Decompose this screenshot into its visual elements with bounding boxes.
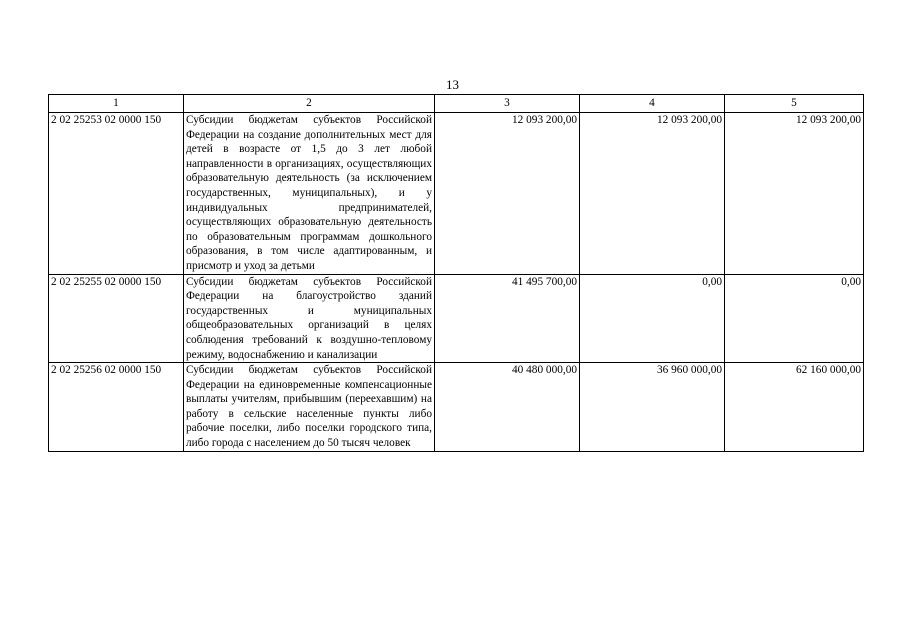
column-header-2: 2 [184, 95, 435, 113]
subsidy-description: Субсидии бюджетам субъектов Российской Федерации на создание дополнительных мест для детей в возрасте от 1,5 до 3 лет любой направленности в организациях, осуществляющих образовательную деятельность (за исключением государственных, муниципальных), и у индивидуальных предпринимателей, осуществляющих образовательную деятельность по образовательным программам дошкольного образования, в том числе адаптированным, и присмотр и уход за детьми [184, 113, 435, 275]
subsidy-description: Субсидии бюджетам субъектов Российской Федерации на единовременные компенсационные выплаты учителям, прибывшим (переехавшим) на работу в сельские населенные пункты либо рабочие поселки, либо поселки городского типа, либо города с населением до 50 тысяч человек [184, 363, 435, 452]
header-row [49, 95, 864, 113]
budget-code: 2 02 25256 02 0000 150 [49, 363, 184, 452]
amount-col-4: 36 960 000,00 [580, 363, 725, 452]
column-header-4: 4 [580, 95, 725, 113]
page-number: 13 [446, 77, 459, 92]
column-header-3: 3 [435, 95, 580, 113]
amount-col-3: 41 495 700,00 [435, 274, 580, 363]
amount-col-3: 40 480 000,00 [435, 363, 580, 452]
amount-col-3: 12 093 200,00 [435, 113, 580, 275]
table-row [49, 113, 864, 275]
budget-table [48, 94, 864, 452]
table-body [49, 113, 864, 452]
amount-col-5: 62 160 000,00 [725, 363, 864, 452]
amount-col-5: 0,00 [725, 274, 864, 363]
amount-col-4: 0,00 [580, 274, 725, 363]
amount-col-4: 12 093 200,00 [580, 113, 725, 275]
column-header-5: 5 [725, 95, 864, 113]
budget-code: 2 02 25255 02 0000 150 [49, 274, 184, 363]
table-row [49, 363, 864, 452]
amount-col-5: 12 093 200,00 [725, 113, 864, 275]
table-header [49, 95, 864, 113]
table-row [49, 274, 864, 363]
budget-code: 2 02 25253 02 0000 150 [49, 113, 184, 275]
subsidy-description: Субсидии бюджетам субъектов Российской Федерации на благоустройство зданий государственных и муниципальных общеобразовательных организаций в целях соблюдения требований к воздушно-тепловому режиму, водоснабжению и канализации [184, 274, 435, 363]
column-header-1: 1 [49, 95, 184, 113]
